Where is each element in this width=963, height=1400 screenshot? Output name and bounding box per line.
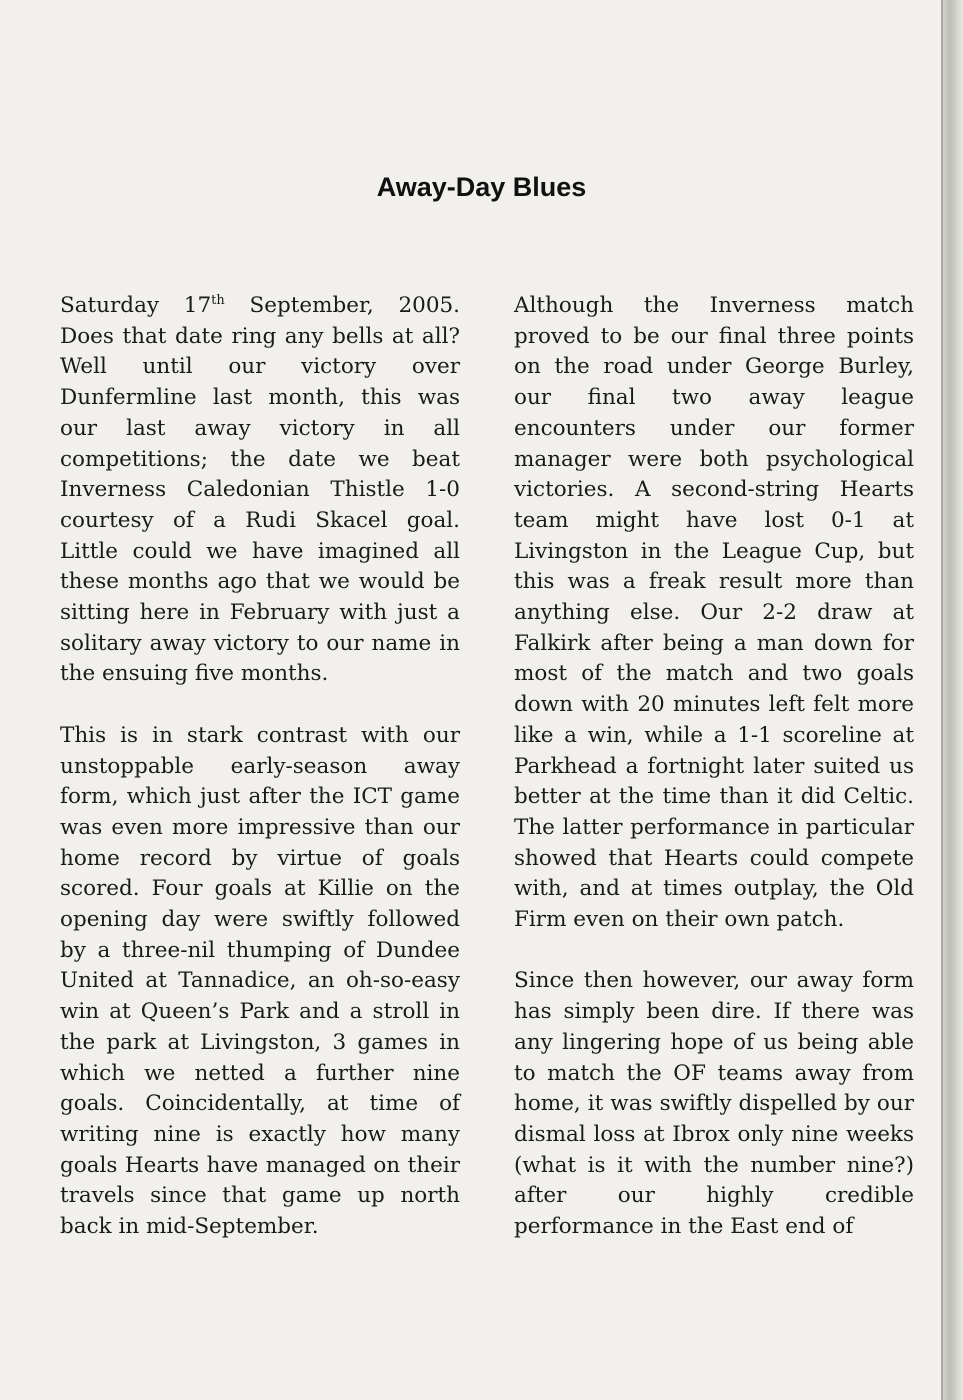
page-edge [941, 0, 963, 1400]
right-paragraph-1: Although the Inverness match proved to be our final three points on the road under George Burley, our final two away league encounters under our former manager were both psychological victories. A second-string Hearts team might have lost 0-1 at Livingston in the League Cup, but this was a freak result more than anything else. Our 2-2 draw at Falkirk after being a man down for most of the match and two goals down with 20 minutes left felt more like a win, while a 1-1 scoreline at Parkhead a fortnight later suited us better at the time than it did Celtic. The latter performance in particular showed that Hearts could compete with, and at times outplay, the Old Firm even on their own patch. [514, 293, 914, 933]
page-edge-line [941, 0, 943, 1400]
right-paragraph-2: Since then however, our away form has simply been dire. If there was any lingering hope of us being able to match the OF teams away from home, it was swiftly dispelled by our dismal loss at Ibrox only nine weeks (what is it with the number nine?) after our highly credible performance in the East end of [514, 968, 914, 1240]
right-column [514, 291, 914, 1273]
article-title: Away-Day Blues [376, 172, 587, 202]
left-paragraph-1: Saturday 17th September, 2005. Does that date ring any bells at all? Well until our victory over Dunfermline last month, this was our last away victory in all competitions; the date we beat Inverness Caledonian Thistle 1-0 courtesy of a Rudi Skacel goal. Little could we have imagined all these months ago that we would be sitting here in February with just a solitary away victory to our name in the ensuing five months. [60, 292, 461, 687]
left-paragraph-2: This is in stark contrast with our unstoppable early-season away form, which just after the ICT game was even more impressive than our home record by virtue of goals scored. Four goals at Killie on the opening day were swiftly followed by a three-nil thumping of Dundee United at Tannadice, an oh-so-easy win at Queen’s Park and a stroll in the park at Livingston, 3 games in which we netted a further nine goals. Coincidentally, at time of writing nine is exactly how many goals Hearts have managed on their travels since that game up north back in mid-September. [60, 722, 460, 1240]
left-column [60, 291, 460, 1273]
